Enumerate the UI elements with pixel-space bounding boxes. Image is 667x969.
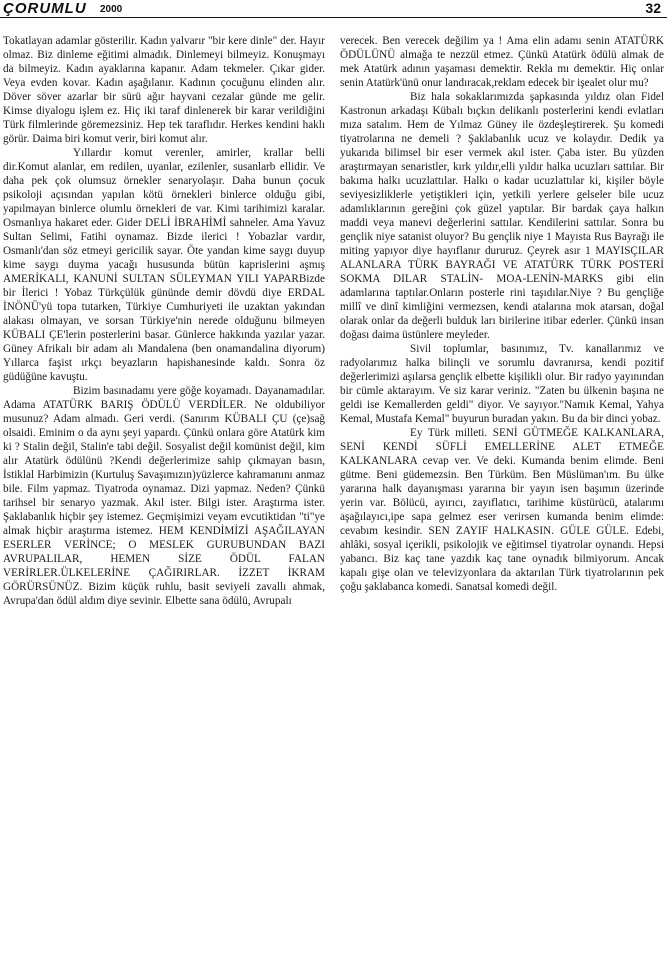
header-rule xyxy=(0,17,667,18)
right-paragraph-3: Sivil toplumlar, basınımız, Tv. kanallarımız ve radyolarımız halka bilinçli ve sorumlu davranırsa, kendi pozitif değerlerimizi aşılarsa gençlik elbette kişilikli olur. Bir radyo yayınından bir cümle aktarayım. Ve siz karar veriniz. "Zaten bu ülkenin başına ne geldi ise Kemallerden geldi" diyor. Ve sayıyor."Namık Kemal, Yahya Kemal, Mustafa Kemal" buyurun buradan yakın. Bu da bir dinci yobaz. xyxy=(340,343,664,425)
left-paragraph-2: Yıllardır komut verenler, amirler, krallar belli dir.Komut alanlar, em redilen, uyanlar, ezilenler, susanlarb ellidir. Ve daha pek çok olumsuz örnekler senaryolaşır. Daha bunun çocuk psikoloji açısından yapılan kötü örnekleri binlerce olduğu gibi, yapılmayan binlerce olumlu örnekleri de var. Kimi tarihimizi karalar. Osmanlıya hakaret eder. Gider DELİ İBRAHİMİ sahneler. Ama Yavuz Sultan Selimi, Fatihi oynamaz. Bizde ilerici ! Yobazlar vardır, Osmanlı'dan söz etmeyi gericilik sayar. Öte yandan kime saygı duyup kime saygı duyma yacağı hususunda bütün kaprislerini aşmış AMERİKALI, KANUNİ SULTAN SÜLEYMAN YILI YAPARBizde bir İlerici ! Yobaz Türkçülük gününde demir dövdü diye ERDAL İNÖNÜ'yü topa tutarken, Türkiye Cumhuriyeti ile uzaktan yakından alakası olmayan, ve sorsan Türkiye'nin nerede olduğunu bilmeyen KÜBALI ÇE'lerin posterlerini basar. Günlerce hakkında yazılar yazar. Güney Afrikalı bir adam alı Mandalena (ben onamandalina diyorum) Yıllarca faşist ırkçı beyazların hapishanesinde kaldı. Sonra öz güdüğüne kavuştu. xyxy=(3,147,325,383)
right-paragraph-4: Ey Türk milleti. SENİ GÜTMEĞE KALKANLARA, SENİ KENDİ SÜFLİ EMELLERİNE ALET ETMEĞE KALKANLARA cevap ver. Ve deki. Kumanda benim elimde. Beni gütme. Beni güdemezsin. Ben Türküm. Ben Müslüman'ım. Bu ülke yararına halk dayanışması yararına bir yayın isen başımın üzerinde yerin var. Bölücü, ayırıcı, zayıflatıcı, tarihime küstürücü, atalarımı aşağılayıcı,ipe sapa gelmez eser verirsen kumanda benim elimde: cevabım kesindir. SEN ZAYIF HALKASIN. GÜLE GÜLE. Edebi, ahlâki, sosyal içerikli, psikolojik ve eğitimsel tiyatrolar oynandı. Hepsi yabancı. Biz kaç tane yazdık kaç tane oynadık bilmiyorum. Ancak kapalı gişe olan ve televizyonlara da aktarılan Türk tiyatrolarının pek çoğu şaklabanca komedi. Sanatsal komedi değil. xyxy=(340,427,664,593)
left-paragraph-1: Tokatlayan adamlar gösterilir. Kadın yalvarır "bir kere dinle" der. Hayır olmaz. Biz dinleme eğitimi almadık. Dinlemeyi bilmeyiz. Konuşmayı da bilmeyiz. Kadın ayaklarına kapanır. Adam tekmeler. Çıkar gider. Veya evden kovar. Kadın aşağılanır. Kadının çocuğunu elinden alır. Döver söver azarlar bir sürü ağır hayvani cezalar günde me gelir. Kimse diyalogu işlem ez. Hiç iki taraf dinlenerek bir karar verildiğini Türk filmlerinde göremezsiniz. Hep tek taraflıdır. Herkes kendini haklı görür. Daima biri komut verir, biri komut alır. xyxy=(3,35,325,145)
left-paragraph-3: Bizim basınadamı yere göğe koyamadı. Dayanamadılar. Adama ATATÜRK BARIŞ ÖDÜLÜ VERDİLER. Ne oldubiliyor musunuz? Adam almadı. Geri verdi. (Sanırım KÜBALI ÇU (çe)sağ olsaidi. Eminim o da aynı şeyi yapardı. Çünkü onlara göre Atatürk kim ki ? Stalin değil, Stalin'e tabi değil. Sosyalist değil komünist değil, kim alır Atatürk ödülünü ?Kendi değerlerimize sahip çıkmayan basın, İstiklal Harbimizin (Kurtuluş Savaşımızın)yüzlerce kahramanını anmaz bile. Film yapmaz. Tiyatroda oynamaz. Dizi yapmaz. Neden? Çünkü tarihsel bir senaryo yazmak. Akıl ister. Bilgi ister. Araştırma ister. Şaklabanlık hiçbir şey istemez. Geçmişimizi veyam evcutiktidan "ti"ye almak hiçbir araştırma istemez. HEM KENDİMİZİ AŞAĞILAYAN ESERLER VERİNCE; O MESLEK GURUBUNDAN BAZI AVRUPALILAR, HEMEN SİZE ÖDÜL FALAN VERİRLER.ÜLKELERİNE ÇAĞIRIRLAR. İZZET İKRAM GÖRÜRSÜNÜZ. Bizim küçük ruhlu, basit seviyeli zavallı ahmak, Avrupa'dan ödül aldım diye sevinir. Elbette sana ödülü, Avrupalı xyxy=(3,385,325,607)
right-column xyxy=(340,34,664,594)
publication-logo: ÇORUMLU xyxy=(3,0,87,17)
publication-year: 2000 xyxy=(100,4,123,15)
page-header xyxy=(0,0,667,22)
right-paragraph-2: Biz hala sokaklarımızda şapkasında yıldız olan Fidel Kastronun arkadaşı Kübalı bıçkın delikanlı posterlerini kendi evlatları mıza satalım. Hem de Yılmaz Güney ile özdeşleştirerek. Şu komedi tiyatrolarına ne demeli ? Şaklabanlık ucuz ve kolaydır. Dedik ya yukarıda bilimsel bir eser vermek akıl ister. Çaba ister. Bu yüzden araştırmayan senaristler, kırk yıldır,elli yıldır halka ucuzları sattılar. Bir bakıma halkı ucuzlattılar. Halkı o kadar ucuzlattılar ki, kişiler böyle seviyesizliklerle yetiştikleri için, yetkili yerlere gelseler bile ucuz adamlıklarının gereğini çok güzel yaptılar. Bir bardak çaya halkın maddi veya manevi değerlerini sattılar. Kendilerini sattılar. Sonra bu gençlik niye satanist oluyor? Bu gençlik niye 1 Mayısta Rus Bayrağı ile miting yapıyor diye hayıflanır dururuz. Çeyrek asır 1 MAYISÇILAR ALANLARA TÜRK BAYRAĞI VE ATATÜRK TÜRK POSTERİ SOKMA DILAR STALİN- MOA-LENİN-MARKS gibi elin adamlarına taptılar.Onların posterle rini taşıdılar.Niye ? Bu gençliğe millî ve dinî kimliğini vermezsen, kendi atalarına mok atarsan, doğal olarak onlar da değerli bulduk ları birilerine itibar ederler. Çünkü insan doğası daima üstünlere meyleder. xyxy=(340,91,664,341)
page-number: 32 xyxy=(645,0,661,16)
right-paragraph-1: verecek. Ben verecek değilim ya ! Ama elin adamı senin ATATÜRK ÖDÜLÜNÜ almağa te nezzül etmez. Çünkü Atatürk ödülü almak de mek Atatürk adının yaşaması demektir. Rekla mı demektir. Hiç onlar senin Atatürk'ünü onur landıracak,reklam edecek bir işealet olur mu? xyxy=(340,35,664,89)
left-column xyxy=(3,34,325,608)
